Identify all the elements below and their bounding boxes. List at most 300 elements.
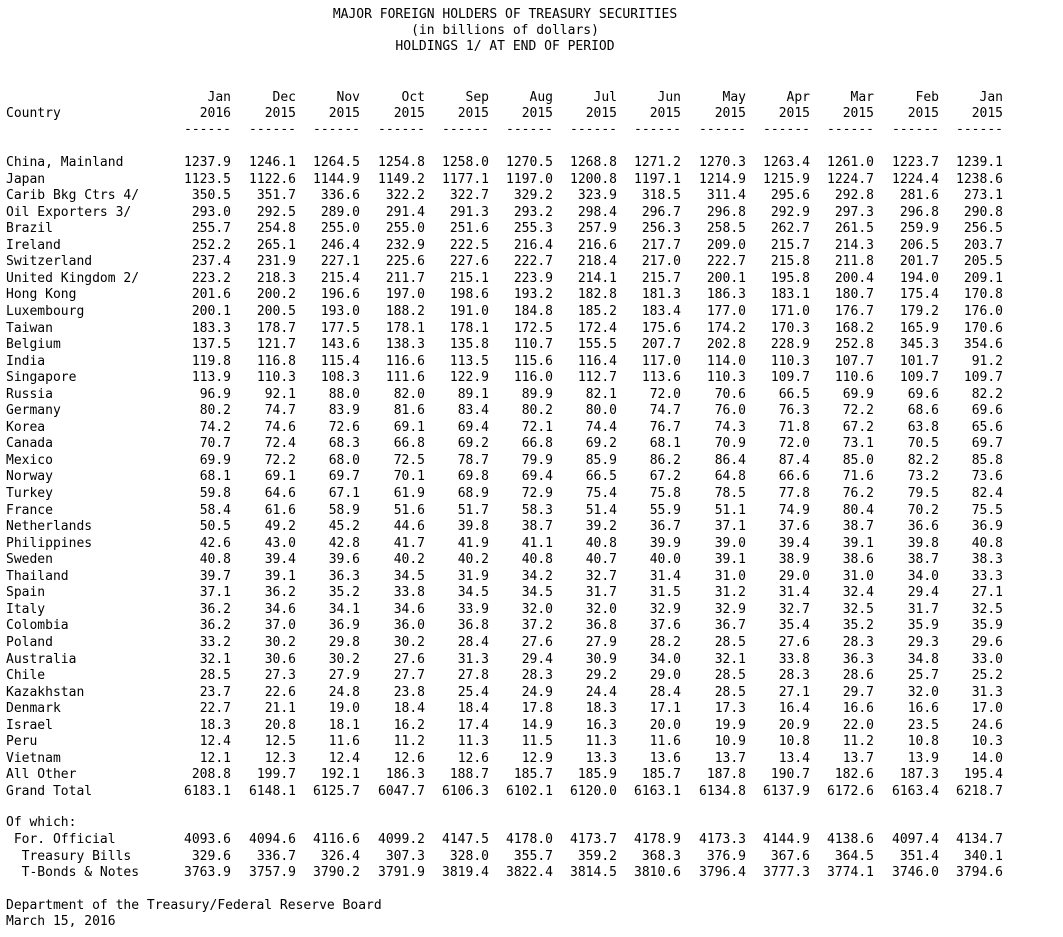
holding-value: 116.6 [385,354,425,369]
column-header-year: 2015 [393,106,425,121]
holding-value: 69.1 [393,420,425,435]
holding-value: 73.2 [907,469,939,484]
holding-value: 1197.1 [634,172,681,187]
holding-value: 1123.5 [184,172,231,187]
column-header-year: 2015 [907,106,939,121]
column-header-year: 2015 [714,106,746,121]
holding-value: 37.1 [199,585,231,600]
country-label: United Kingdom 2/ [6,271,140,286]
title-line-1: MAJOR FOREIGN HOLDERS OF TREASURY SECURITIES [332,7,678,22]
holding-value: 78.7 [457,453,489,468]
holding-value: 201.6 [191,287,231,302]
holding-value: 170.3 [770,321,810,336]
country-label: Ireland [6,238,61,253]
holding-value: 25.2 [971,668,1003,683]
holding-value: 214.1 [577,271,617,286]
holding-value: 23.7 [199,685,231,700]
holding-value: 121.7 [256,337,296,352]
holding-value: 1223.7 [892,155,939,170]
holding-value: 29.4 [907,585,939,600]
holding-value: 70.1 [393,469,425,484]
holding-value: 10.3 [971,734,1003,749]
country-label: Colombia [6,618,69,633]
holding-value: 227.1 [320,254,360,269]
holding-value: 33.3 [971,569,1003,584]
holding-value: 67.1 [328,486,360,501]
holding-value: 36.0 [393,618,425,633]
holding-value: 85.8 [971,453,1003,468]
holding-value: 69.2 [457,436,489,451]
holding-value: 39.8 [907,536,939,551]
column-header-year: 2015 [328,106,360,121]
holding-value: 13.3 [585,751,617,766]
holding-value: 55.9 [649,503,681,518]
holding-value: 44.6 [393,519,425,534]
holding-value: 13.7 [714,751,746,766]
holding-value: 171.0 [770,304,810,319]
holding-value: 1144.9 [313,172,360,187]
holding-value: 111.6 [385,370,425,385]
holding-value: 1246.1 [249,155,296,170]
holding-value: 170.8 [963,287,1003,302]
of-which-value: 3794.6 [956,865,1003,880]
holding-value: 36.7 [649,519,681,534]
of-which-value: 4138.6 [827,832,874,847]
holding-value: 17.0 [971,701,1003,716]
of-which-value: 3810.6 [634,865,681,880]
holding-value: 215.1 [449,271,489,286]
holding-value: 22.0 [842,718,874,733]
holding-value: 43.0 [264,536,296,551]
holding-value: 76.3 [778,403,810,418]
holding-value: 29.4 [521,652,553,667]
holding-value: 31.7 [907,602,939,617]
holding-value: 209.0 [706,238,746,253]
holding-value: 196.6 [320,287,360,302]
holding-value: 38.7 [842,519,874,534]
holding-value: 39.2 [585,519,617,534]
holding-value: 36.2 [264,585,296,600]
holding-value: 38.6 [842,552,874,567]
holding-value: 110.3 [706,370,746,385]
holding-value: 1270.3 [699,155,746,170]
of-which-value: 3822.4 [506,865,553,880]
of-which-value: 3763.9 [184,865,231,880]
holding-value: 298.4 [577,205,617,220]
holding-value: 336.6 [320,188,360,203]
holding-value: 24.9 [521,685,553,700]
holding-value: 91.2 [971,354,1003,369]
release-date: March 15, 2016 [6,914,116,929]
holding-value: 195.4 [963,767,1003,782]
column-header-underline: ------ [956,122,1003,137]
holding-value: 69.8 [457,469,489,484]
holding-value: 232.9 [385,238,425,253]
holding-value: 137.5 [191,337,231,352]
holding-value: 28.5 [199,668,231,683]
holding-value: 39.0 [714,536,746,551]
holding-value: 117.0 [641,354,681,369]
holding-value: 28.3 [521,668,553,683]
holding-value: 183.4 [641,304,681,319]
holding-value: 72.1 [521,420,553,435]
of-which-value: 3814.5 [570,865,617,880]
holding-value: 33.8 [778,652,810,667]
holding-value: 215.4 [320,271,360,286]
holding-value: 31.9 [457,569,489,584]
holding-value: 34.0 [649,652,681,667]
holding-value: 211.7 [385,271,425,286]
country-label: Poland [6,635,53,650]
holding-value: 38.7 [907,552,939,567]
country-label: Philippines [6,536,93,551]
holding-value: 42.8 [328,536,360,551]
holding-value: 311.4 [706,188,746,203]
holding-value: 32.1 [199,652,231,667]
holding-value: 180.7 [834,287,874,302]
holding-value: 66.8 [393,436,425,451]
holding-value: 115.6 [513,354,553,369]
holding-value: 1214.9 [699,172,746,187]
holding-value: 237.4 [191,254,231,269]
holding-value: 67.2 [649,469,681,484]
holding-value: 24.6 [971,718,1003,733]
holding-value: 29.6 [971,635,1003,650]
holding-value: 20.8 [264,718,296,733]
holding-value: 49.2 [264,519,296,534]
holding-value: 16.6 [907,701,939,716]
holding-value: 27.6 [521,635,553,650]
country-label: Spain [6,585,46,600]
holding-value: 34.5 [521,585,553,600]
holding-value: 178.1 [449,321,489,336]
holding-value: 40.8 [971,536,1003,551]
holding-value: 64.6 [264,486,296,501]
holding-value: 29.0 [649,668,681,683]
holding-value: 188.2 [385,304,425,319]
holding-value: 20.9 [778,718,810,733]
holding-value: 29.0 [778,569,810,584]
holding-value: 38.7 [521,519,553,534]
holding-value: 176.7 [834,304,874,319]
holding-value: 72.2 [842,403,874,418]
holding-value: 19.9 [714,718,746,733]
holding-value: 27.1 [971,585,1003,600]
holding-value: 186.3 [385,767,425,782]
column-header-underline: ------ [699,122,746,137]
holding-value: 291.3 [449,205,489,220]
holding-value: 25.7 [907,668,939,683]
holding-value: 75.5 [971,503,1003,518]
of-which-row-label: For. Official [6,832,116,847]
holding-value: 51.7 [457,503,489,518]
of-which-value: 328.0 [449,849,489,864]
of-which-value: 326.4 [320,849,360,864]
of-which-value: 3796.4 [699,865,746,880]
holding-value: 255.0 [385,221,425,236]
holding-value: 27.8 [457,668,489,683]
holding-value: 75.4 [585,486,617,501]
holding-value: 206.5 [899,238,939,253]
holding-value: 27.9 [328,668,360,683]
holding-value: 31.2 [714,585,746,600]
holding-value: 69.7 [328,469,360,484]
holding-value: 293.0 [191,205,231,220]
of-which-value: 307.3 [385,849,425,864]
of-which-value: 3757.9 [249,865,296,880]
holding-value: 12.4 [199,734,231,749]
holding-value: 76.7 [649,420,681,435]
holding-value: 1237.9 [184,155,231,170]
holding-value: 89.9 [521,387,553,402]
holding-value: 32.9 [714,602,746,617]
holding-value: 345.3 [899,337,939,352]
holding-value: 38.9 [778,552,810,567]
column-header-month: Jul [593,90,617,105]
holding-value: 322.7 [449,188,489,203]
column-header-year: 2015 [649,106,681,121]
column-header-underline: ------ [313,122,360,137]
holding-value: 24.4 [585,685,617,700]
holding-value: 85.9 [585,453,617,468]
holding-value: 18.3 [199,718,231,733]
holding-value: 32.4 [842,585,874,600]
holding-value: 193.0 [320,304,360,319]
holding-value: 228.9 [770,337,810,352]
holding-value: 168.2 [834,321,874,336]
holding-value: 31.7 [585,585,617,600]
country-column-header: Country [6,106,61,121]
holding-value: 32.7 [778,602,810,617]
holding-value: 61.9 [393,486,425,501]
holding-value: 39.8 [457,519,489,534]
holding-value: 27.6 [778,635,810,650]
holding-value: 69.2 [585,436,617,451]
holding-value: 222.5 [449,238,489,253]
holding-value: 79.5 [907,486,939,501]
of-which-value: 4097.4 [892,832,939,847]
country-label: Grand Total [6,784,93,799]
holding-value: 200.4 [834,271,874,286]
holding-value: 203.7 [963,238,1003,253]
holding-value: 323.9 [577,188,617,203]
of-which-value: 3790.2 [313,865,360,880]
holding-value: 28.3 [842,635,874,650]
holding-value: 107.7 [834,354,874,369]
holding-value: 30.6 [264,652,296,667]
holding-value: 181.3 [641,287,681,302]
holding-value: 74.2 [199,420,231,435]
holding-value: 37.6 [649,618,681,633]
holding-value: 218.4 [577,254,617,269]
column-header-underline: ------ [570,122,617,137]
holding-value: 184.8 [513,304,553,319]
holding-value: 41.1 [521,536,553,551]
of-which-value: 4178.9 [634,832,681,847]
holding-value: 32.0 [585,602,617,617]
holding-value: 256.3 [641,221,681,236]
holding-value: 32.7 [585,569,617,584]
country-label: Kazakhstan [6,685,85,700]
holding-value: 96.9 [199,387,231,402]
holding-value: 227.6 [449,254,489,269]
holding-value: 28.2 [649,635,681,650]
holding-value: 11.6 [328,734,360,749]
holding-value: 18.4 [393,701,425,716]
holding-value: 259.9 [899,221,939,236]
holding-value: 6134.8 [699,784,746,799]
holding-value: 205.5 [963,254,1003,269]
holding-value: 113.6 [641,370,681,385]
holding-value: 72.0 [649,387,681,402]
country-label: Oil Exporters 3/ [6,205,132,220]
holding-value: 6137.9 [763,784,810,799]
holding-value: 39.9 [649,536,681,551]
column-header-underline: ------ [892,122,939,137]
holding-value: 6102.1 [506,784,553,799]
holding-value: 178.7 [256,321,296,336]
holding-value: 70.7 [199,436,231,451]
holding-value: 31.3 [971,685,1003,700]
holding-value: 1261.0 [827,155,874,170]
holding-value: 185.2 [577,304,617,319]
holding-value: 175.4 [899,287,939,302]
holding-value: 329.2 [513,188,553,203]
column-header-year: 2015 [521,106,553,121]
holding-value: 34.6 [393,602,425,617]
column-header-underline: ------ [634,122,681,137]
column-header-month: May [722,90,746,105]
holding-value: 32.0 [521,602,553,617]
holding-value: 172.5 [513,321,553,336]
holding-value: 13.9 [907,751,939,766]
column-header-year: 2015 [264,106,296,121]
holding-value: 36.8 [585,618,617,633]
holding-value: 351.7 [256,188,296,203]
holding-value: 254.8 [256,221,296,236]
holding-value: 34.5 [457,585,489,600]
holding-value: 217.0 [641,254,681,269]
holding-value: 67.2 [842,420,874,435]
holding-value: 110.3 [770,354,810,369]
holding-value: 178.1 [385,321,425,336]
of-which-value: 4144.9 [763,832,810,847]
holding-value: 74.7 [264,403,296,418]
holding-value: 225.6 [385,254,425,269]
holding-value: 251.6 [449,221,489,236]
holding-value: 200.1 [706,271,746,286]
holding-value: 35.9 [907,618,939,633]
holding-value: 175.6 [641,321,681,336]
holding-value: 1200.8 [570,172,617,187]
holding-value: 183.3 [191,321,231,336]
holding-value: 109.7 [770,370,810,385]
holding-value: 217.7 [641,238,681,253]
of-which-value: 4093.6 [184,832,231,847]
holding-value: 36.9 [971,519,1003,534]
holding-value: 1238.6 [956,172,1003,187]
holding-value: 30.9 [585,652,617,667]
column-header-month: Jun [657,90,681,105]
holding-value: 1197.0 [506,172,553,187]
holding-value: 1215.9 [763,172,810,187]
holding-value: 10.8 [778,734,810,749]
holding-value: 77.8 [778,486,810,501]
holding-value: 86.2 [649,453,681,468]
holding-value: 195.8 [770,271,810,286]
holding-value: 197.0 [385,287,425,302]
holding-value: 30.2 [328,652,360,667]
holding-value: 74.7 [649,403,681,418]
holding-value: 296.8 [899,205,939,220]
holding-value: 211.8 [834,254,874,269]
holding-value: 37.2 [521,618,553,633]
holding-value: 82.2 [971,387,1003,402]
column-header-month: Aug [529,90,553,105]
holding-value: 138.3 [385,337,425,352]
column-header-month: Jan [979,90,1003,105]
holding-value: 39.1 [842,536,874,551]
holding-value: 209.1 [963,271,1003,286]
column-header-year: 2015 [457,106,489,121]
holding-value: 11.6 [649,734,681,749]
holding-value: 11.2 [842,734,874,749]
column-header-year: 2016 [199,106,231,121]
column-header-year: 2015 [778,106,810,121]
holding-value: 113.9 [191,370,231,385]
country-label: Carib Bkg Ctrs 4/ [6,188,140,203]
holding-value: 81.6 [393,403,425,418]
holding-value: 185.7 [641,767,681,782]
holding-value: 28.6 [842,668,874,683]
holding-value: 16.2 [393,718,425,733]
holding-value: 39.4 [264,552,296,567]
holding-value: 66.6 [778,469,810,484]
holding-value: 50.5 [199,519,231,534]
holding-value: 17.1 [649,701,681,716]
holding-value: 29.2 [585,668,617,683]
holding-value: 1264.5 [313,155,360,170]
holding-value: 185.9 [577,767,617,782]
title-line-3: HOLDINGS 1/ AT END OF PERIOD [395,39,615,54]
holding-value: 14.9 [521,718,553,733]
holding-value: 32.5 [971,602,1003,617]
holding-value: 135.8 [449,337,489,352]
holding-value: 10.8 [907,734,939,749]
holding-value: 292.9 [770,205,810,220]
holding-value: 39.7 [199,569,231,584]
column-header-year: 2015 [585,106,617,121]
country-label: France [6,503,53,518]
holding-value: 12.5 [264,734,296,749]
country-label: Chile [6,668,46,683]
holding-value: 231.9 [256,254,296,269]
holding-value: 39.1 [264,569,296,584]
holding-value: 119.8 [191,354,231,369]
holding-value: 258.5 [706,221,746,236]
of-which-value: 4173.7 [570,832,617,847]
holding-value: 252.8 [834,337,874,352]
holding-value: 36.8 [457,618,489,633]
country-label: Netherlands [6,519,93,534]
holding-value: 68.0 [328,453,360,468]
country-label: Turkey [6,486,53,501]
holding-value: 72.2 [264,453,296,468]
holding-value: 185.7 [513,767,553,782]
holding-value: 10.9 [714,734,746,749]
holding-value: 28.5 [714,635,746,650]
holding-value: 6163.4 [892,784,939,799]
